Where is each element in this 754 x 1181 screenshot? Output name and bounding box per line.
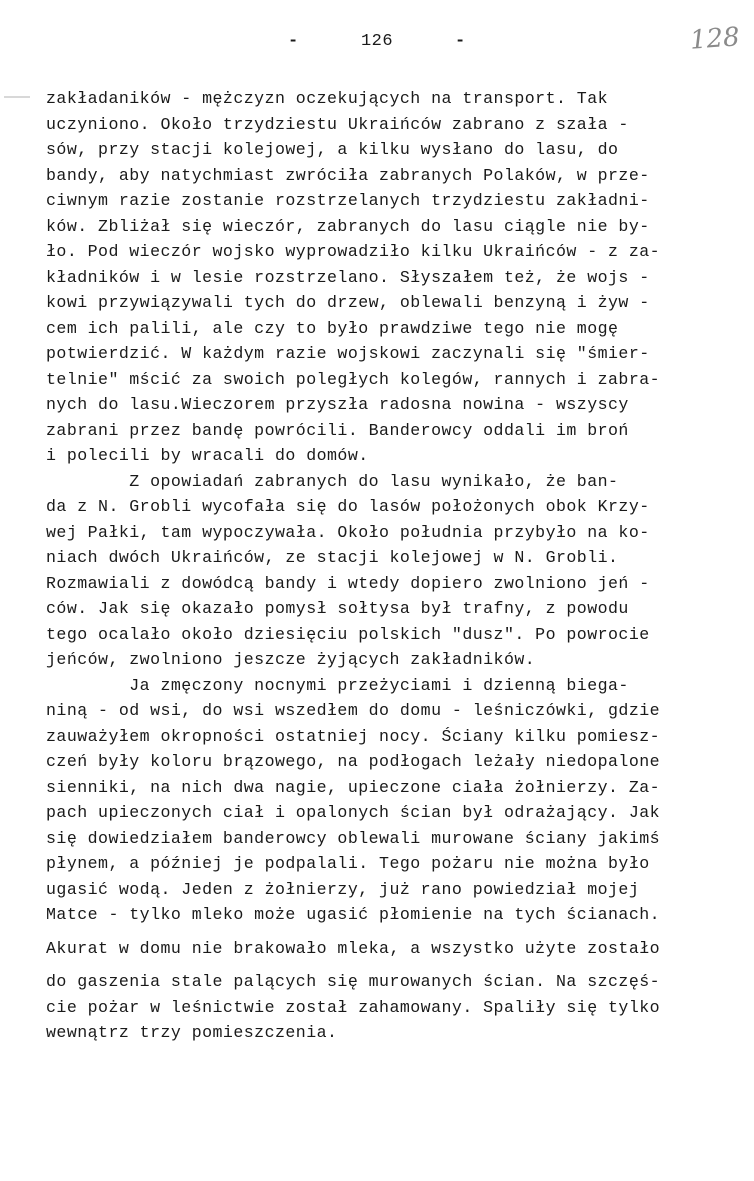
line-spacing-gap [46,928,726,936]
text-line: cie pożar w leśnictwie został zahamowany. Spaliły się tylko [46,997,661,1017]
text-line: wej Pałki, tam wypoczywała. Około południa przybyło na ko- [46,522,650,542]
text-line: pach upieczonych ciał i opalonych ścian był odrażający. Jak [46,803,661,822]
text-line: czeń były koloru brązowego, na podłogach leżały niedopalone [46,752,661,771]
text-line: ków. Zbliżał się wieczór, zabranych do lasu ciągle nie by- [46,216,650,236]
text-line: cem ich palili, ale czy to było prawdziwe tego nie mogę [46,318,619,338]
text-line: potwierdzić. W każdym razie wojskowi zaczynali się "śmier- [46,344,650,363]
text-line: zakładaników - mężczyzn oczekujących na transport. Tak [46,89,609,108]
typewritten-text-body [46,86,726,1046]
page-number-right-dash: - [455,32,466,51]
text-line: kowi przywiązywali tych do drzew, oblewali benzyną i żyw - [46,293,650,312]
text-line: Matce - tylko mleko może ugasić płomienie na tych ścianach. [46,905,661,924]
text-line: ciwnym razie zostanie rozstrzelanych trzydziestu zakładni- [46,191,650,210]
text-line: się dowiedziałem banderowcy oblewali murowane ściany jakimś [46,828,661,848]
text-line: da z N. Grobli wycofała się do lasów położonych obok Krzy- [46,497,650,516]
paragraph-start-line: Z opowiadań zabranych do lasu wynikało, że ban- [46,471,619,491]
page-number: 126 [360,32,394,51]
handwritten-archive-number: 128 [689,22,741,56]
text-line: i polecili by wracali do domów. [46,446,369,465]
text-line: płynem, a później je podpalali. Tego pożaru nie można było [46,854,650,873]
text-line: niach dwóch Ukraińców, ze stacji kolejowej w N. Grobli. [46,548,619,567]
text-line: Akurat w domu nie brakowało mleka, a wszystko użyte zostało [46,938,661,958]
margin-smudge [4,96,30,98]
text-line: niną - od wsi, do wsi wszedłem do domu - leśniczówki, gdzie [46,701,661,720]
text-line: Rozmawiali z dowódcą bandy i wtedy dopiero zwolniono jeń - [46,573,650,593]
text-line: zauważyłem okropności ostatniej nocy. Ściany kilku pomiesz- [46,726,661,746]
page-header [0,32,754,56]
text-line: nych do lasu.Wieczorem przyszła radosna nowina - wszyscy [46,395,629,414]
text-line: wewnątrz trzy pomieszczenia. [46,1023,338,1042]
text-line: ców. Jak się okazało pomysł sołtysa był trafny, z powodu [46,599,629,618]
text-line: telnie" mścić za swoich poległych kolegów, rannych i zabra- [46,369,661,389]
text-line: uczyniono. Około trzydziestu Ukraińców zabrano z szała - [46,114,629,134]
text-line: sów, przy stacji kolejowej, a kilku wysłano do lasu, do [46,140,619,159]
text-line: ło. Pod wieczór wojsko wyprowadziło kilku Ukraińców - z za- [46,242,661,261]
text-line: bandy, aby natychmiast zwróciła zabranych Polaków, w prze- [46,165,650,185]
page-number-left-dash: - [288,32,299,51]
text-line: do gaszenia stale palących się murowanych ścian. Na szczęś- [46,972,661,991]
text-line: sienniki, na nich dwa nagie, upieczone ciała żołnierzy. Za- [46,777,661,797]
text-line: tego ocalało około dziesięciu polskich "dusz". Po powrocie [46,624,650,644]
line-spacing-gap [46,961,726,969]
text-line: kładników i w lesie rozstrzelano. Słyszałem też, że wojs - [46,267,650,287]
paragraph-start-line: Ja zmęczony nocnymi przeżyciami i dzienną biega- [46,675,629,695]
text-line: jeńców, zwolniono jeszcze żyjących zakładników. [46,650,536,669]
text-line: ugasić wodą. Jeden z żołnierzy, już rano powiedział mojej [46,879,640,899]
text-line: zabrani przez bandę powrócili. Banderowcy oddali im broń [46,420,629,440]
